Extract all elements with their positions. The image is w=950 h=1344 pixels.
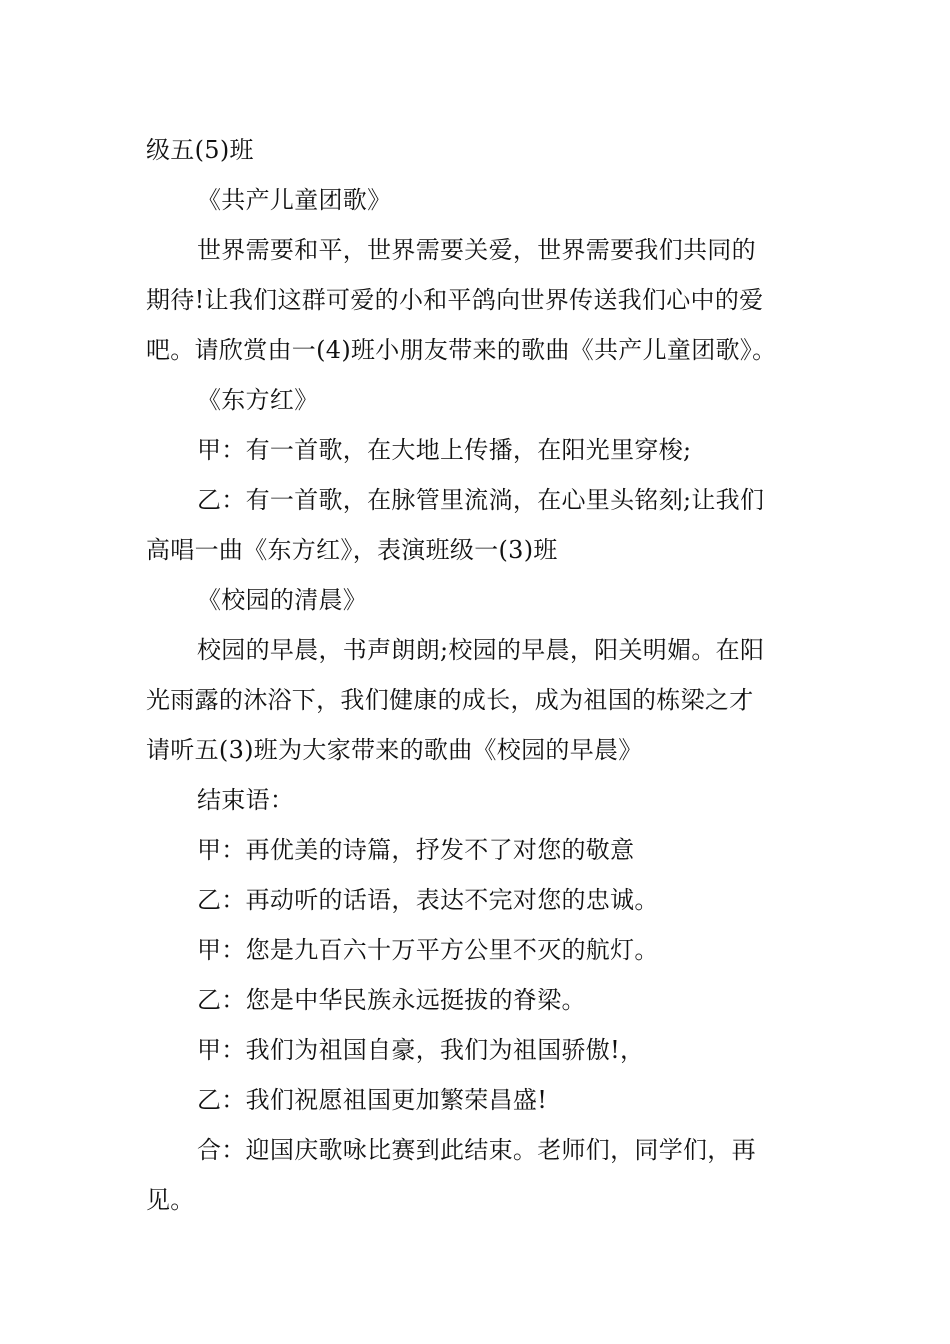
- dialogue-line: 合：迎国庆歌咏比赛到此结束。老师们，同学们，再: [197, 1136, 756, 1164]
- dialogue-line: 甲：再优美的诗篇，抒发不了对您的敬意: [197, 836, 635, 864]
- text-line: 请听五(3)班为大家带来的歌曲《校园的早晨》: [146, 736, 643, 764]
- text-line: 期待!让我们这群可爱的小和平鸽向世界传送我们心中的爱: [146, 286, 764, 314]
- section-heading: 结束语：: [197, 786, 295, 814]
- dialogue-line: 甲：您是九百六十万平方公里不灭的航灯。: [197, 936, 659, 964]
- dialogue-line: 乙：我们祝愿祖国更加繁荣昌盛!: [197, 1086, 548, 1114]
- dialogue-line: 乙：再动听的话语，表达不完对您的忠诚。: [197, 886, 659, 914]
- text-line: 光雨露的沐浴下，我们健康的成长，成为祖国的栋梁之才: [146, 686, 754, 714]
- song-title: 《东方红》: [197, 386, 319, 414]
- dialogue-line: 乙：您是中华民族永远挺拔的脊梁。: [197, 986, 586, 1014]
- text-line: 级五(5)班: [146, 136, 254, 164]
- dialogue-line: 甲：有一首歌，在大地上传播，在阳光里穿梭;: [197, 436, 692, 464]
- text-line: 世界需要和平，世界需要关爱，世界需要我们共同的: [197, 236, 756, 264]
- text-line: 见。: [146, 1186, 195, 1214]
- song-title: 《校园的清晨》: [197, 586, 368, 614]
- text-line: 校园的早晨，书声朗朗;校园的早晨，阳关明媚。在阳: [197, 636, 765, 664]
- song-title: 《共产儿童团歌》: [197, 186, 392, 214]
- text-line: 吧。请欣赏由一(4)班小朋友带来的歌曲《共产儿童团歌》。: [146, 336, 777, 364]
- dialogue-line: 甲：我们为祖国自豪，我们为祖国骄傲!，: [197, 1036, 645, 1064]
- text-line: 高唱一曲《东方红》，表演班级一(3)班: [146, 536, 558, 564]
- dialogue-line: 乙：有一首歌，在脉管里流淌，在心里头铭刻;让我们: [197, 486, 765, 514]
